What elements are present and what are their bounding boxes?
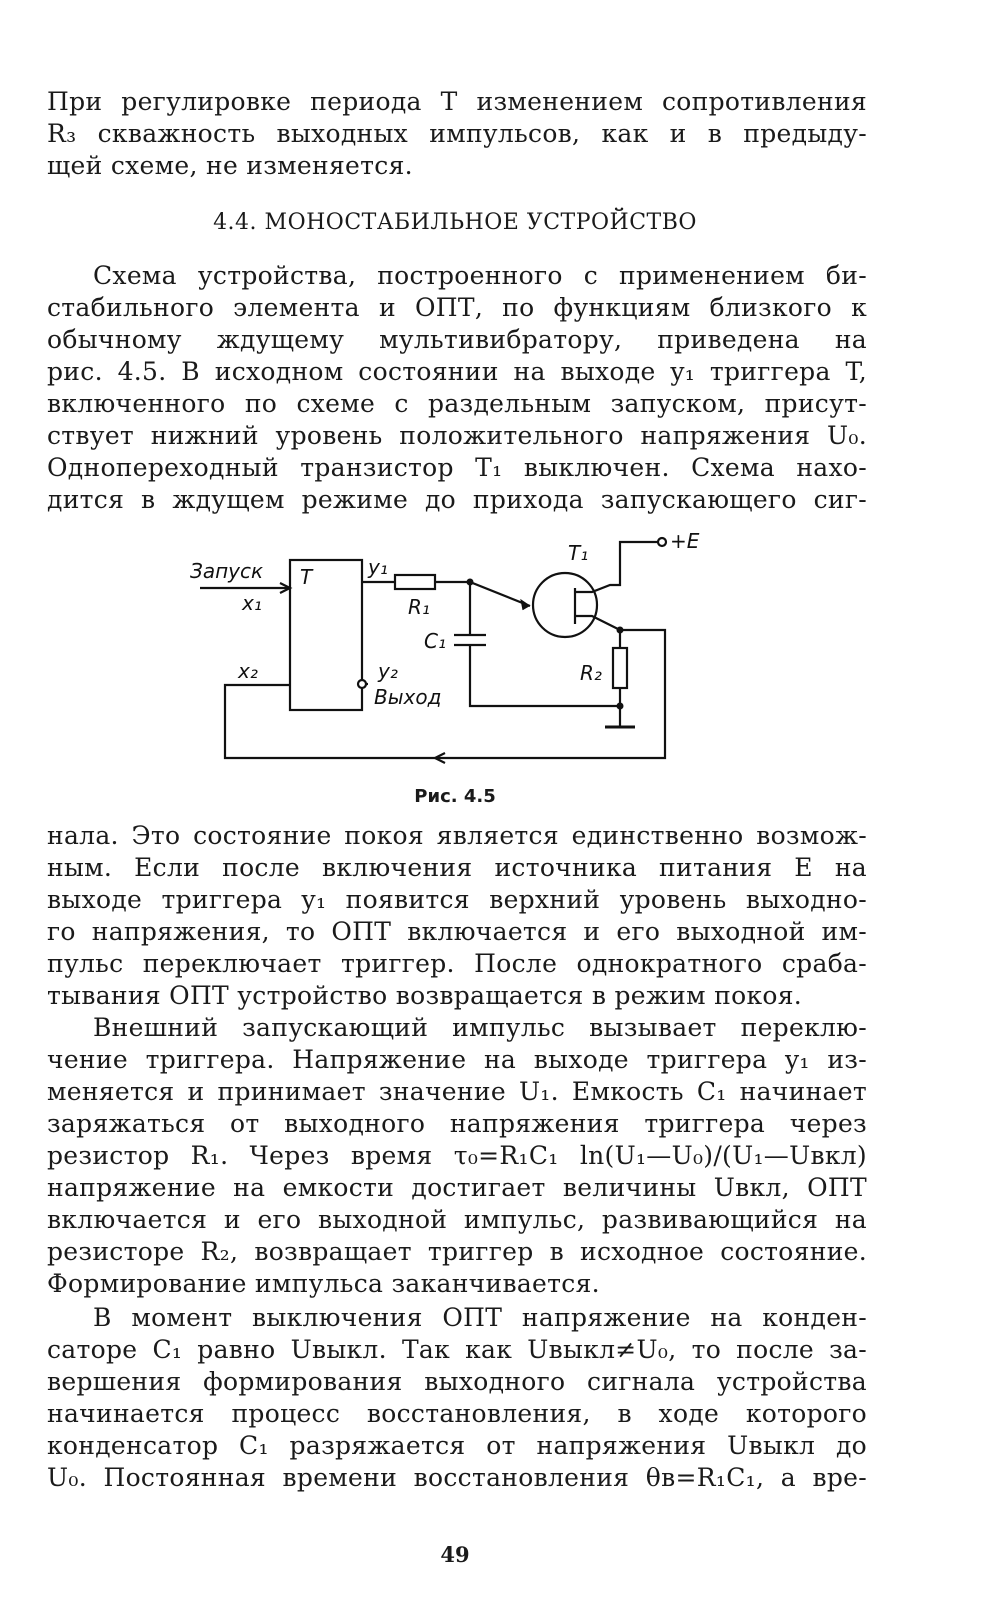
text-line: стабильного элемента и ОПТ, по функциям близкого к	[47, 293, 867, 322]
text-line: включается и его выходной импульс, развивающийся на	[47, 1205, 867, 1234]
text-line: пульс переключает триггер. После однократного сраба-	[47, 949, 867, 978]
text-line: резистор R₁. Через время τ₀=R₁C₁ ln(U₁—U₀)/(U₁—Uвкл)	[47, 1141, 867, 1170]
text-line: заряжаться от выходного напряжения триггера через	[47, 1109, 867, 1138]
text-line: чение триггера. Напряжение на выходе триггера y₁ из-	[47, 1045, 867, 1074]
text-line: В момент выключения ОПТ напряжение на конден-	[93, 1303, 867, 1332]
transistor-t1	[533, 573, 597, 637]
junction-dot	[617, 703, 624, 710]
text-line: Схема устройства, построенного с применением би-	[93, 261, 867, 290]
r2-label: R₂	[580, 661, 602, 685]
page-number: 49	[440, 1542, 470, 1567]
paragraph-4	[47, 1302, 867, 1494]
text-line: резисторе R₂, возвращает триггер в исходное состояние.	[47, 1237, 867, 1266]
supply-terminal	[658, 538, 666, 546]
y2-label: y₂	[378, 659, 398, 683]
trigger-label: T	[300, 565, 313, 589]
text-line: щей схеме, не изменяется.	[47, 151, 413, 180]
text-line: U₀. Постоянная времени восстановления θв=R₁C₁, а вре-	[47, 1463, 867, 1492]
text-line: ствует нижний уровень положительного напряжения U₀.	[47, 421, 867, 450]
text-line: обычному ждущему мультивибратору, приведена на	[47, 325, 867, 354]
section-heading: 4.4. МОНОСТАБИЛЬНОЕ УСТРОЙСТВО	[213, 210, 697, 235]
paragraph-2	[47, 820, 867, 1012]
text-line: Однопереходный транзистор T₁ выключен. Схема нахо-	[47, 453, 867, 482]
text-line: начинается процесс восстановления, в ходе которого	[47, 1399, 867, 1428]
text-line: нала. Это состояние покоя является единственно возмож-	[47, 821, 867, 850]
text-line: R₃ скважность выходных импульсов, как и в предыду-	[47, 119, 867, 148]
text-line: го напряжения, то ОПТ включается и его выходной им-	[47, 917, 867, 946]
text-line: включенного по схеме с раздельным запуском, присут-	[47, 389, 867, 418]
r1-label: R₁	[408, 595, 430, 619]
text-line: дится в ждущем режиме до прихода запускающего сиг-	[47, 485, 867, 514]
r1-emitter-wire	[435, 582, 530, 606]
x1-label: x₁	[242, 591, 262, 615]
resistor-r2	[613, 648, 627, 688]
circuit-diagram	[180, 530, 700, 775]
top-paragraph	[47, 86, 867, 182]
text-line: тывания ОПТ устройство возвращается в режим покоя.	[47, 981, 803, 1010]
x2-label: x₂	[238, 659, 258, 683]
text-line: Формирование импульса заканчивается.	[47, 1269, 600, 1298]
supply-label: +E	[670, 530, 700, 553]
launch-label: Запуск	[190, 559, 264, 583]
paragraph-3	[47, 1012, 867, 1300]
junction-dot	[467, 579, 474, 586]
text-line: напряжение на емкости достигает величины Uвкл, ОПТ	[47, 1173, 867, 1202]
emitter-arrow	[521, 600, 530, 610]
t1-output-wire	[575, 616, 620, 630]
text-line: меняется и принимает значение U₁. Емкость C₁ начинает	[47, 1077, 867, 1106]
output-label: Выход	[374, 685, 442, 709]
inverted-output	[358, 680, 366, 688]
paragraph-1	[47, 260, 867, 516]
t1-label: T₁	[568, 541, 589, 565]
text-line: вершения формирования выходного сигнала устройства	[47, 1367, 867, 1396]
text-line: При регулировке периода T изменением сопротивления	[47, 87, 867, 116]
text-line: конденсатор C₁ разряжается от напряжения Uвыкл до	[47, 1431, 867, 1460]
text-line: саторе C₁ равно Uвыкл. Так как Uвыкл≠U₀, то после за-	[47, 1335, 867, 1364]
text-line: рис. 4.5. В исходном состоянии на выходе y₁ триггера T,	[47, 357, 867, 386]
c1-label: C₁	[424, 629, 446, 653]
text-line: выходе триггера y₁ появится верхний уровень выходно-	[47, 885, 867, 914]
y1-label: y₁	[368, 555, 388, 579]
junction-dot	[617, 627, 624, 634]
text-line: Внешний запускающий импульс вызывает переклю-	[93, 1013, 867, 1042]
text-line: ным. Если после включения источника питания E на	[47, 853, 867, 882]
resistor-r1	[395, 575, 435, 589]
figure-caption: Рис. 4.5	[414, 786, 496, 807]
